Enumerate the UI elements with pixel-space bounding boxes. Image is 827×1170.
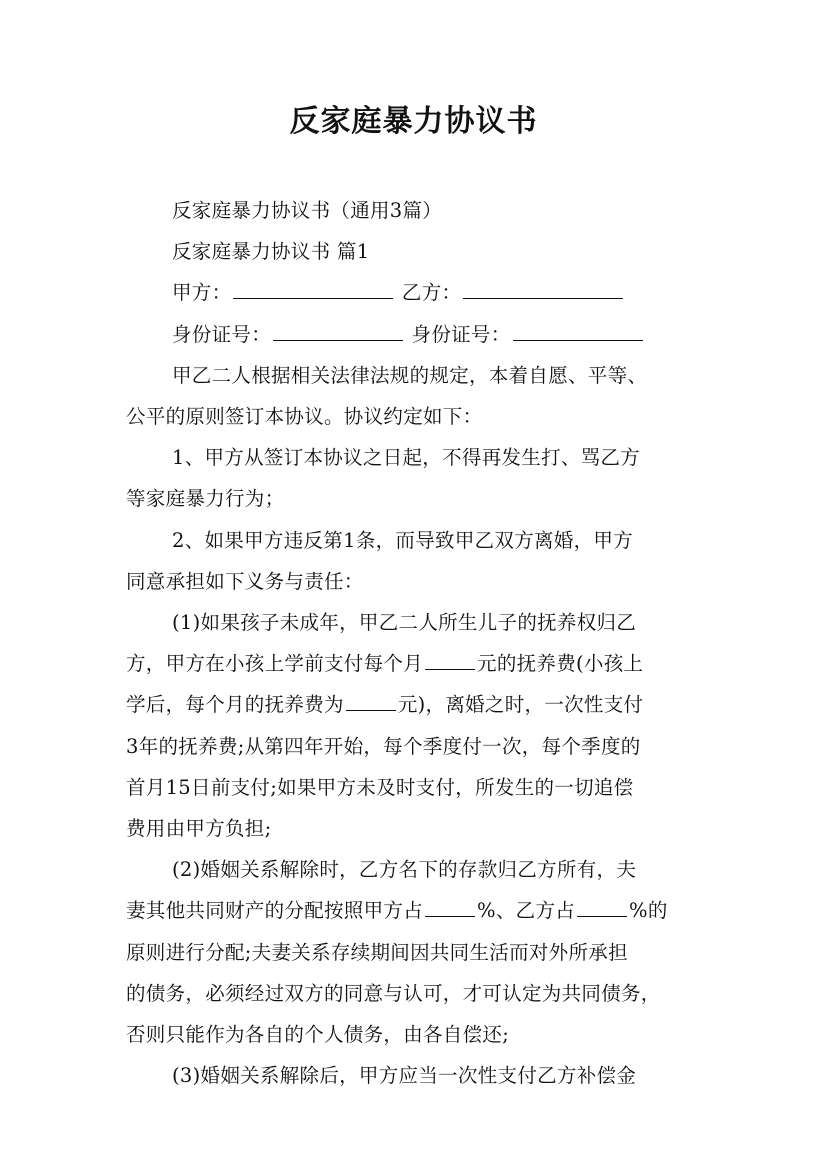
clause-2-line-2: 同意承担如下义务与责任： [126,569,364,593]
party-b-percent-blank [577,900,627,917]
item-2-line-4: 的债务，必须经过双方的同意与认可，才可认定为共同债务， [126,981,661,1005]
item-2-line-2 [126,890,716,931]
document-title: 反家庭暴力协议书 [289,104,538,139]
item-1-line-3 [126,684,716,725]
item-1-line-2-text-a: 方，甲方在小孩上学前支付每个月 [126,652,424,676]
party-b-blank [463,282,623,299]
id-b-blank [513,324,643,341]
document-subtitle: 反家庭暴力协议书（通用3篇） [172,199,443,222]
item-2-line-2-text-a: 妻其他共同财产的分配按照甲方占 [126,899,424,923]
id-a-blank [273,324,403,341]
item-1-line-3-text-a: 学后，每个月的抚养费为 [126,693,344,717]
support-fee-blank [425,653,475,670]
item-1-line-2-text-b: 元的抚养费(小孩上 [477,652,644,676]
clause-1-line-1: 1、甲方从签订本协议之日起，不得再发生打、骂乙方 [172,446,641,470]
document-body [126,190,716,1096]
school-fee-blank [346,694,396,711]
party-a-label: 甲方： [172,281,232,305]
section-heading: 反家庭暴力协议书 篇1 [172,240,370,264]
item-2-line-2-text-c: %的 [629,899,668,923]
item-1-line-2 [126,643,716,684]
party-a-percent-blank [425,900,475,917]
item-3-line-1: (3)婚姻关系解除后，甲方应当一次性支付乙方补偿金 [172,1064,637,1088]
item-1-line-6: 费用由甲方负担; [126,817,272,841]
item-2-line-1: (2)婚姻关系解除时，乙方名下的存款归乙方所有，夫 [172,858,637,882]
item-2-line-2-text-b: %、乙方占 [477,899,576,923]
item-1-line-3-text-b: 元)，离婚之时，一次性支付 [397,693,644,717]
item-1-line-5: 首月15日前支付;如果甲方未及时支付，所发生的一切追偿 [126,775,634,799]
party-line [126,272,716,313]
paragraph-intro-line-2: 公平的原则签订本协议。协议约定如下： [126,405,483,429]
item-2-line-5: 否则只能作为各自的个人债务，由各自偿还; [126,1023,510,1047]
clause-2-line-1: 2、如果甲方违反第1条，而导致甲乙双方离婚，甲方 [172,528,634,552]
id-line [126,314,716,355]
clause-1-line-2: 等家庭暴力行为； [126,487,285,511]
item-2-line-3: 原则进行分配;夫妻关系存续期间因共同生活而对外所承担 [126,940,628,964]
item-1-line-4: 3年的抚养费;从第四年开始，每个季度付一次，每个季度的 [126,734,641,758]
party-b-label: 乙方： [401,281,462,305]
id-label-a: 身份证号： [172,322,272,346]
id-label-b: 身份证号： [411,322,511,346]
party-a-blank [233,282,393,299]
paragraph-intro-line-1: 甲乙二人根据相关法律法规的规定，本着自愿、平等、 [172,363,648,387]
item-1-line-1: (1)如果孩子未成年，甲乙二人所生儿子的抚养权归乙 [172,611,637,635]
